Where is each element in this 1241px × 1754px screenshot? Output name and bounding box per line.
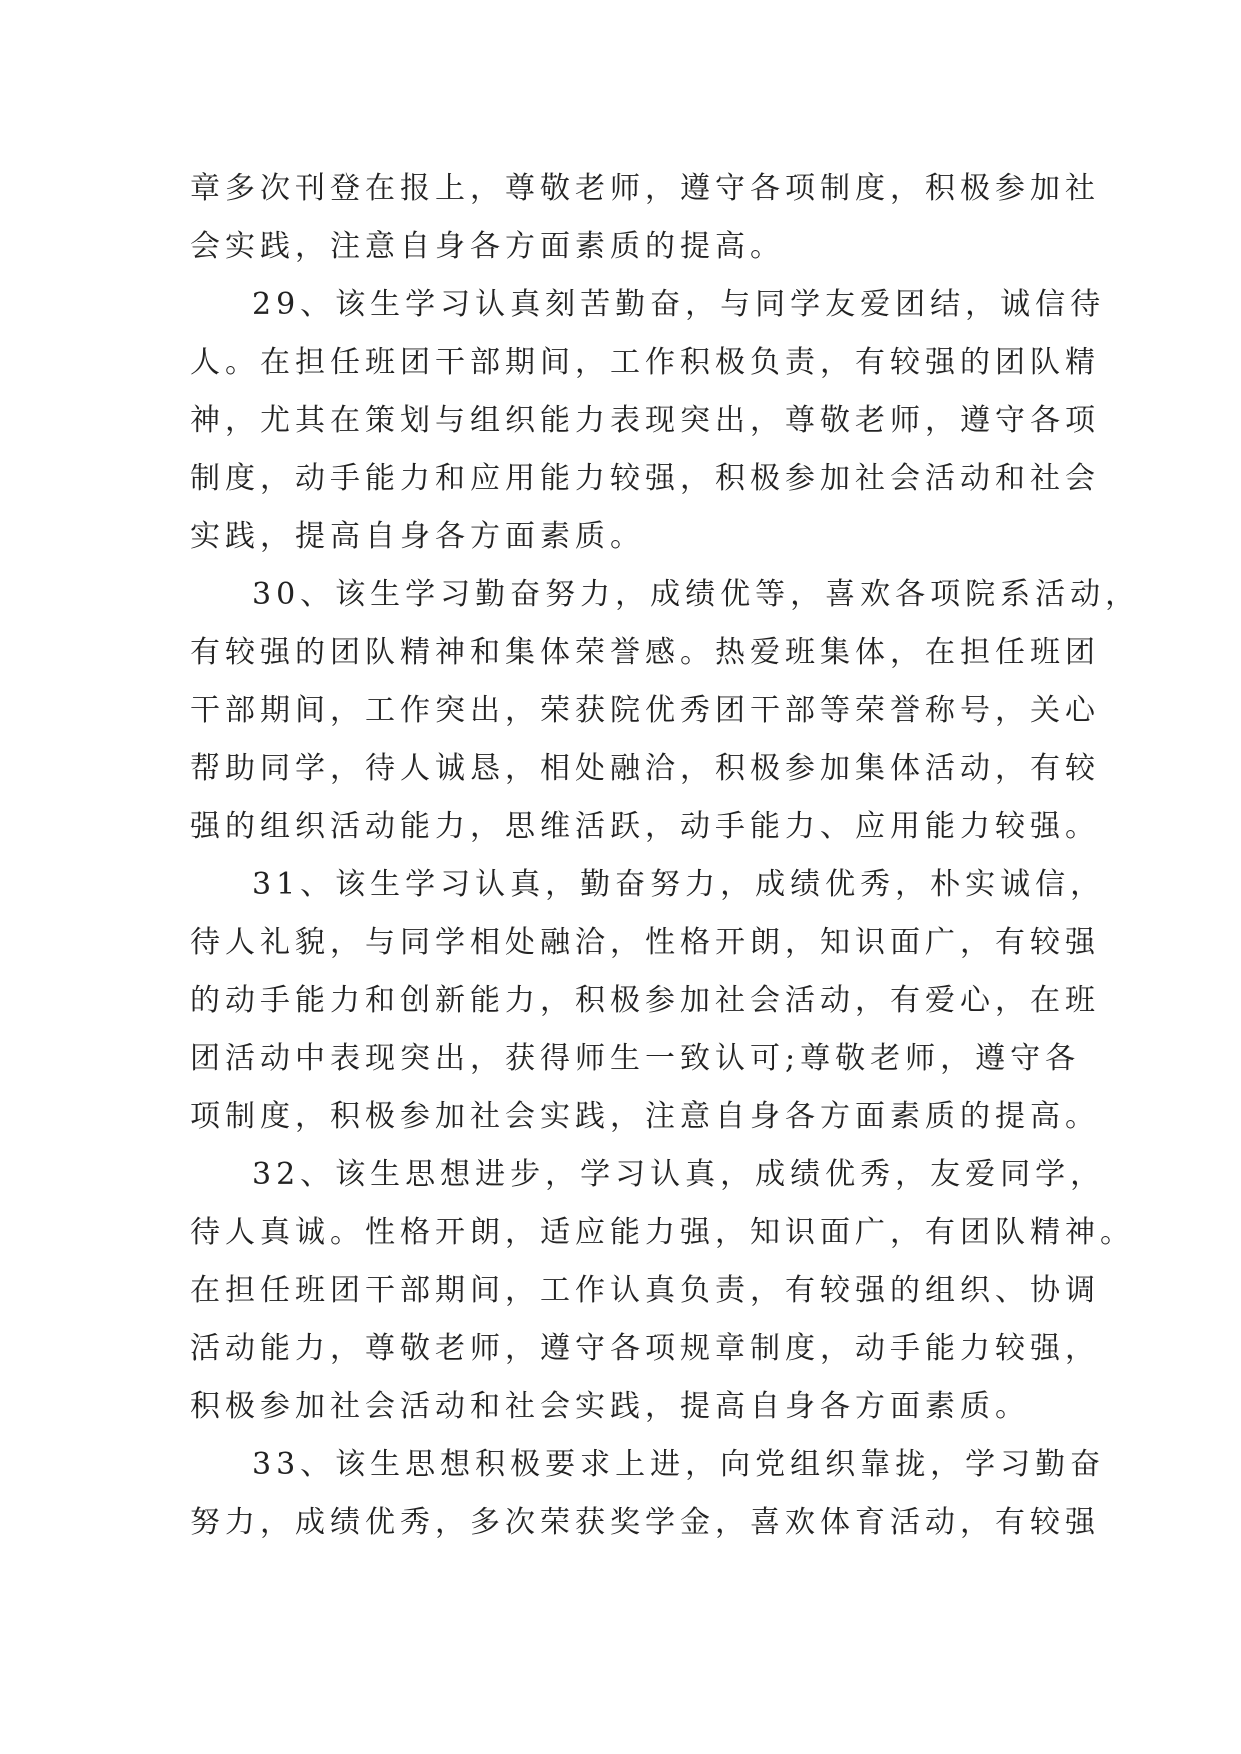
- text-line: 的动手能力和创新能力，积极参加社会活动，有爱心，在班: [190, 983, 1100, 1018]
- text-line: 积极参加社会活动和社会实践，提高自身各方面素质。: [190, 1389, 1030, 1424]
- text-line: 团活动中表现突出，获得师生一致认可;尊敬老师，遵守各: [190, 1041, 1081, 1076]
- text-line: 待人礼貌，与同学相处融洽，性格开朗，知识面广，有较强: [190, 925, 1100, 960]
- text-line: 活动能力，尊敬老师，遵守各项规章制度，动手能力较强，: [190, 1331, 1100, 1366]
- text-line: 努力，成绩优秀，多次荣获奖学金，喜欢体育活动，有较强: [190, 1505, 1100, 1540]
- text-line: 有较强的团队精神和集体荣誉感。热爱班集体，在担任班团: [190, 635, 1100, 670]
- text-line: 在担任班团干部期间，工作认真负责，有较强的组织、协调: [190, 1273, 1100, 1308]
- text-line: 制度，动手能力和应用能力较强，积极参加社会活动和社会: [190, 461, 1100, 496]
- text-line: 帮助同学，待人诚恳，相处融洽，积极参加集体活动，有较: [190, 751, 1100, 786]
- text-line: 30、该生学习勤奋努力，成绩优等，喜欢各项院系活动，: [252, 577, 1141, 612]
- text-line: 33、该生思想积极要求上进，向党组织靠拢，学习勤奋: [252, 1447, 1106, 1482]
- document-body: [190, 160, 1141, 1552]
- text-line: 人。在担任班团干部期间，工作积极负责，有较强的团队精: [190, 345, 1100, 380]
- text-line: 章多次刊登在报上，尊敬老师，遵守各项制度，积极参加社: [190, 171, 1100, 206]
- text-line: 32、该生思想进步，学习认真，成绩优秀，友爱同学，: [252, 1157, 1106, 1192]
- text-line: 干部期间，工作突出，荣获院优秀团干部等荣誉称号，关心: [190, 693, 1100, 728]
- text-line: 待人真诚。性格开朗，适应能力强，知识面广，有团队精神。: [190, 1215, 1135, 1250]
- text-line: 实践，提高自身各方面素质。: [190, 519, 645, 554]
- text-line: 29、该生学习认真刻苦勤奋，与同学友爱团结，诚信待: [252, 287, 1106, 322]
- text-line: 神，尤其在策划与组织能力表现突出，尊敬老师，遵守各项: [190, 403, 1100, 438]
- text-line: 强的组织活动能力，思维活跃，动手能力、应用能力较强。: [190, 809, 1100, 844]
- text-line: 31、该生学习认真，勤奋努力，成绩优秀，朴实诚信，: [252, 867, 1106, 902]
- text-line: 项制度，积极参加社会实践，注意自身各方面素质的提高。: [190, 1099, 1100, 1134]
- text-line: 会实践，注意自身各方面素质的提高。: [190, 229, 785, 264]
